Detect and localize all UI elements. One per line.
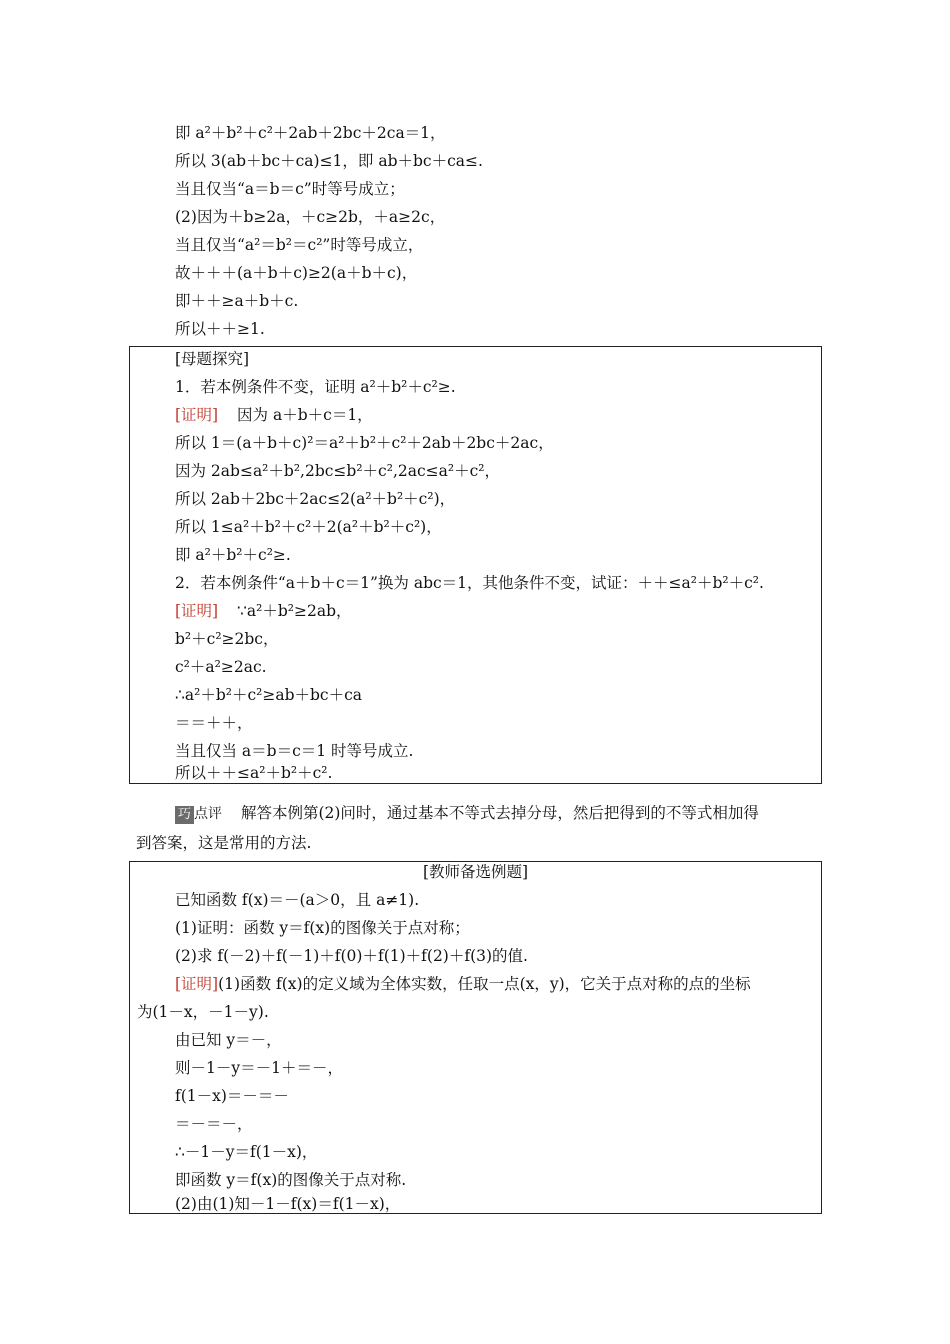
text-line: 为(1－x，－1－y). xyxy=(137,1003,269,1021)
proof-label: [证明] xyxy=(175,602,219,620)
proof-2-first: [证明] ∵a²＋b²≥2ab， xyxy=(175,602,352,620)
text-line: 即 a²＋b²＋c²≥. xyxy=(175,546,291,564)
box-title: [母题探究] xyxy=(175,350,250,368)
question-1: 1．若本例条件不变，证明 a²＋b²＋c²≥. xyxy=(175,378,456,396)
proof-label: [证明] xyxy=(175,406,219,424)
text-line: 当且仅当“a＝b＝c”时等号成立； xyxy=(175,180,405,198)
text-line: ＝－＝－， xyxy=(175,1115,253,1133)
text-line: 即 a²＋b²＋c²＋2ab＋2bc＋2ca＝1， xyxy=(175,124,446,142)
text-line: 则－1－y＝－1＋＝－， xyxy=(175,1059,343,1077)
teacher-example-box xyxy=(129,861,822,1214)
text-line: 即＋＋≥a＋b＋c. xyxy=(175,292,299,310)
text-line: 当且仅当 a＝b＝c＝1 时等号成立. xyxy=(175,742,414,760)
proof-first: [证明](1)函数 f(x)的定义域为全体实数，任取一点(x，y)，它关于点对称的点的坐标 xyxy=(175,975,751,993)
text-line: 所以＋＋≥1. xyxy=(175,320,265,338)
comment-heading: 点评 xyxy=(194,806,223,822)
text-line: ∴a²＋b²＋c²≥ab＋bc＋ca xyxy=(175,686,363,704)
text-line: 当且仅当“a²＝b²＝c²”时等号成立， xyxy=(175,236,424,254)
text-line: 所以 3(ab＋bc＋ca)≤1，即 ab＋bc＋ca≤. xyxy=(175,152,483,170)
text-line: (2)因为＋b≥2a，＋c≥2b，＋a≥2c， xyxy=(175,208,446,226)
text-line: (1)证明：函数 y＝f(x)的图像关于点对称； xyxy=(175,919,470,937)
text-line: (2)求 f(－2)＋f(－1)＋f(0)＋f(1)＋f(2)＋f(3)的值. xyxy=(175,947,528,965)
text-line: 所以 1≤a²＋b²＋c²＋2(a²＋b²＋c²)， xyxy=(175,518,442,536)
text-line: (2)由(1)知－1－f(x)＝f(1－x)， xyxy=(175,1195,401,1213)
text-line: 已知函数 f(x)＝－(a＞0，且 a≠1). xyxy=(175,891,420,909)
text-line: 故＋＋＋(a＋b＋c)≥2(a＋b＋c)， xyxy=(175,264,418,282)
tip-badge-icon: 巧 xyxy=(175,806,194,824)
text-line: f(1－x)＝－＝－ xyxy=(175,1087,289,1105)
text-line: ＝＝＋＋， xyxy=(175,714,253,732)
text-line: 由已知 y＝－， xyxy=(175,1031,282,1049)
text-line: 所以 1＝(a＋b＋c)²＝a²＋b²＋c²＋2ab＋2bc＋2ac， xyxy=(175,434,554,452)
box-title: [教师备选例题] xyxy=(422,863,529,881)
text-line: 所以＋＋≤a²＋b²＋c². xyxy=(175,764,333,782)
text-line: 所以 2ab＋2bc＋2ac≤2(a²＋b²＋c²)， xyxy=(175,490,456,508)
proof-1-first: [证明] 因为 a＋b＋c＝1， xyxy=(175,406,373,424)
text-line: b²＋c²≥2bc， xyxy=(175,630,279,648)
text-line: c²＋a²≥2ac. xyxy=(175,658,267,676)
text-line: 因为 2ab≤a²＋b²,2bc≤b²＋c²,2ac≤a²＋c²， xyxy=(175,462,500,480)
question-2: 2．若本例条件“a＋b＋c＝1”换为 abc＝1，其他条件不变，试证：＋＋≤a²＋b²＋c². xyxy=(175,574,764,592)
comment-line-1: 巧 点评 解答本例第(2)问时，通过基本不等式去掉分母，然后把得到的不等式相加得 xyxy=(175,803,759,824)
exploration-box xyxy=(129,346,822,784)
proof-label: [证明] xyxy=(175,975,219,993)
comment-line-2: 到答案，这是常用的方法. xyxy=(136,834,312,852)
text-line: 即函数 y＝f(x)的图像关于点对称. xyxy=(175,1171,407,1189)
text-line: ∴－1－y＝f(1－x)， xyxy=(175,1143,318,1161)
